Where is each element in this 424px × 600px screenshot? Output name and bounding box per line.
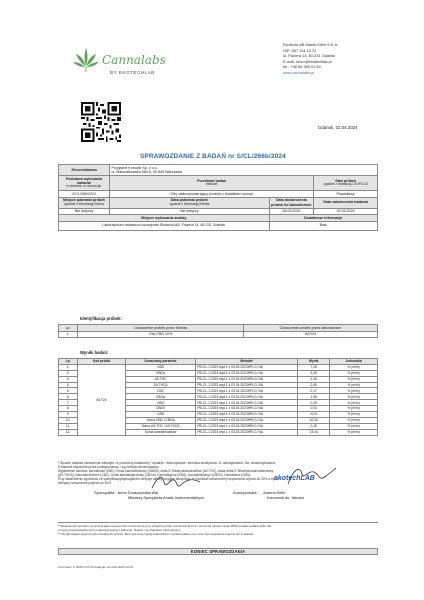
state-header bbox=[314, 176, 378, 191]
footnote-line: pozycji przeprowadzonych w akredytowanym zakresie. Raport ma charakter informacyjny. bbox=[58, 527, 182, 532]
result-lp: 4. bbox=[59, 382, 78, 388]
company-address-block bbox=[283, 42, 393, 76]
extra-info-value: Brak bbox=[269, 221, 377, 230]
ident-lp: 1. bbox=[59, 331, 78, 338]
qr-code-icon bbox=[81, 102, 121, 142]
result-lp: 6. bbox=[59, 394, 78, 400]
sampling-date-value: Nie dotyczy bbox=[110, 208, 269, 215]
results-header-lp: Lp. bbox=[59, 359, 78, 365]
svg-text:BY EKOTECHLAB: BY EKOTECHLAB bbox=[110, 70, 155, 75]
basis-label: Podstawa wykonania badania bbox=[65, 176, 103, 185]
end-date-value: 02.04.2024 bbox=[314, 208, 378, 215]
svg-text:Cannalabs: Cannalabs bbox=[102, 53, 166, 67]
state-value: Prawidłowy bbox=[314, 190, 378, 197]
result-lp: 3. bbox=[59, 376, 78, 382]
sampling-place-header bbox=[59, 197, 110, 208]
result-method: PB-CL-1:2023 wyd.1 z 03.04.2023HPLC/ NA bbox=[196, 370, 298, 376]
authorized-by-block bbox=[233, 490, 304, 501]
ident-header-lab: Oznaczenie próbek przez laboratorium bbox=[244, 325, 378, 332]
result-method: PB-CL-1:2023 wyd.1 z 03.04.2023HPLC/ NA bbox=[196, 382, 298, 388]
result-lp: 5. bbox=[59, 388, 78, 394]
result-parameter: CBG bbox=[125, 400, 195, 406]
basis-sub: nr zlecenia, nr umowy itp. bbox=[65, 184, 103, 189]
footnote-line: * Niepewność pomiaru wyrażona jako niepewność rozszerzona przy współczynniku rozszerzenia k=2 i poziomie ufności około 95% została podana tylko dla bbox=[58, 524, 272, 528]
result-unit: % (m/m) bbox=[330, 417, 378, 423]
result-value: 0,25 bbox=[298, 400, 330, 406]
basis-value: Z/CL/266/2024 bbox=[59, 190, 110, 197]
client-name: Przyjazne Konopie Sp. z o.o. bbox=[111, 165, 158, 170]
result-value: 0,16 bbox=[298, 376, 330, 382]
result-method: PB-CL-1:2023 wyd.1 z 03.04.2023HPLC/ NA bbox=[196, 412, 298, 418]
client-address: ul. Marszałkowska 58/15, 00-545 Warszawa bbox=[111, 170, 182, 174]
result-value: 5,26 bbox=[298, 370, 330, 376]
result-lp: 8. bbox=[59, 406, 78, 412]
sample-ident-table bbox=[58, 324, 378, 338]
results-header-result: Wynik bbox=[298, 359, 330, 365]
result-unit: % (m/m) bbox=[330, 429, 378, 435]
result-value: 1,95 bbox=[298, 394, 330, 400]
result-lp: 2. bbox=[59, 370, 78, 376]
subject-label: Przedmiot badań bbox=[197, 178, 227, 183]
result-unit: % (m/m) bbox=[330, 394, 378, 400]
company-phone: tel.: +48 58 380 01 80 bbox=[283, 64, 321, 70]
result-method: PB-CL-1:2023 wyd.1 z 03.04.2023HPLC/ NA bbox=[196, 423, 298, 429]
results-table bbox=[58, 358, 378, 436]
authorized-by-label: Autoryzowała: bbox=[233, 490, 258, 495]
ident-section-label: Identyfikacja próbek: bbox=[80, 316, 122, 321]
subject-sub: mekone bbox=[205, 182, 218, 187]
ident-header-lp: Lp. bbox=[59, 325, 78, 332]
result-unit: % (m/m) bbox=[330, 400, 378, 406]
form-identifier: Formularz F-02/PO-03 Obowiązuje od dnia 2022.04.01 bbox=[58, 565, 134, 569]
result-method: PB-CL-1:2023 wyd.1 z 03.04.2023HPLC/ NA bbox=[196, 388, 298, 394]
result-lp: 7. bbox=[59, 400, 78, 406]
authorized-by-signature bbox=[282, 464, 340, 490]
subject-value: Olej roślinny/owierający produkt z dodatkiem konopi bbox=[110, 190, 314, 197]
prepared-by-name: Anna Duraczyńska-Wal bbox=[117, 490, 159, 495]
result-parameter: CBN bbox=[125, 412, 195, 418]
result-value: 0,15 bbox=[298, 423, 330, 429]
note-line: (Δ9-THCA), Kannabichromen (CBC), Kwas kannabigerolowy (CBGA), Kannabigerol (CBG), Kannabidiwaryn (CBDV), Kannabinol (CBN). bbox=[58, 473, 251, 477]
note-line: Przy stwierdzeniu zgodności ze specyfikacją/wymaganiem decyzje zależą przyjętej akceptacji, iż przedział rozszerzonej niepewności wynosi do 30% a trybu bbox=[58, 477, 279, 481]
state-sub: zgodnie z instrukcją I-01/PO-03 bbox=[323, 182, 368, 187]
results-header-unit: Jednostka bbox=[330, 359, 378, 365]
end-date-label: Data zakończenia badania bbox=[314, 197, 378, 208]
note-line: Wyjaśnienie skrótów: kannabidiol (CBD), Kwas kannabidiolowy (CBDA), delta-9-Tetrahydrokannabinol (Δ9-THC), kwas delta-9-Tetrahydrokannabinolowy bbox=[58, 469, 274, 473]
result-unit: % (m/m) bbox=[330, 364, 378, 370]
results-body bbox=[59, 364, 378, 435]
result-value: 0,03 bbox=[298, 406, 330, 412]
result-parameter: CBC bbox=[125, 388, 195, 394]
location-label: Miejsce wykonania analizy bbox=[59, 215, 270, 222]
result-method: PB-CL-1:2023 wyd.1 z 03.04.2023HPLC/ NA bbox=[196, 394, 298, 400]
result-parameter: Δ9-THCA bbox=[125, 382, 195, 388]
report-title: SPRAWOZDANIE Z BADAŃ nr S/CL/266b/2024 bbox=[140, 153, 286, 160]
result-method: PB-CL-1:2023 wyd.1 z 03.04.2023HPLC/ NA bbox=[196, 364, 298, 370]
result-method: PB-CL-1:2023 wyd.1 z 03.04.2023HPLC/ NA bbox=[196, 376, 298, 382]
prepared-by-title: Młodszy Specjalista Analiz Instrumentalnych bbox=[128, 495, 205, 501]
result-method: PB-CL-1:2023 wyd.1 z 03.04.2023HPLC/ NA bbox=[196, 406, 298, 412]
sampling-date-header bbox=[110, 197, 269, 208]
footnote-line: ** Wyniki badań dotyczą tylko badanych próbek. Bez pisemnej zgody laboratorium sprawozdanie nie może być powielane inaczej niż w całości. bbox=[58, 531, 255, 536]
result-unit: % (m/m) bbox=[330, 382, 378, 388]
result-unit: % (m/m) bbox=[330, 423, 378, 429]
result-method: PB-CL-1:2023 wyd.1 z 03.04.2023HPLC/ NA bbox=[196, 429, 298, 435]
table-row bbox=[59, 331, 378, 338]
result-parameter: CBGA bbox=[125, 394, 195, 400]
client-value bbox=[110, 165, 378, 176]
prepared-by-block bbox=[94, 490, 204, 501]
result-lp: 12. bbox=[59, 429, 78, 435]
qr-code bbox=[81, 102, 121, 142]
result-value: 7,08 bbox=[298, 364, 330, 370]
result-parameter: CBD bbox=[125, 364, 195, 370]
result-parameter: Δ9-THC bbox=[125, 376, 195, 382]
result-lp: 11. bbox=[59, 423, 78, 429]
company-website-link[interactable]: www.cannalabs.pl bbox=[283, 69, 315, 75]
client-label: Zleceniodawca bbox=[59, 165, 110, 176]
result-sample-code: 847/24 bbox=[78, 364, 126, 435]
extra-info-label: Dodatkowe informacje bbox=[269, 215, 377, 222]
results-section-label: Wyniki badań: bbox=[80, 350, 109, 355]
result-parameter: Suma CBD i CBDA bbox=[125, 417, 195, 423]
authorized-by-name: Joanna Klein bbox=[262, 490, 286, 495]
authorized-by-title: Kierownik ds. Jakości bbox=[267, 495, 305, 501]
result-parameter: CBDV bbox=[125, 406, 195, 412]
result-lp: 1. bbox=[59, 364, 78, 370]
result-parameter: Suma kannabinoidów bbox=[125, 429, 195, 435]
result-lp: 9. bbox=[59, 412, 78, 418]
delivery-date-label: Data dostarczenia próbek do laboratorium bbox=[269, 197, 314, 208]
delivery-date-value: 28.03.2024 bbox=[269, 208, 314, 215]
basis-header bbox=[59, 176, 110, 191]
sampling-place-value: Nie dotyczy bbox=[59, 208, 110, 215]
results-header-param: Oznaczany parametr bbox=[125, 359, 195, 365]
result-method: PB-CL-1:2023 wyd.1 z 03.04.2023HPLC/ NA bbox=[196, 417, 298, 423]
location-value: Laboratorium badawczo-rozwojowe EkotechLAB, Fiszera 14, 80-231 Gdańsk bbox=[59, 221, 270, 230]
result-unit: % (m/m) bbox=[330, 412, 378, 418]
result-unit: % (m/m) bbox=[330, 370, 378, 376]
note-line: bieżącej rozszerzonej wynosi do 90%. bbox=[58, 481, 112, 485]
footnote bbox=[58, 522, 378, 537]
sampling-place-sub: zgodnie z informacją Klienta bbox=[64, 201, 104, 206]
results-header-method: Metoda* bbox=[196, 359, 298, 365]
note-line: * Sposób nadania oznaczenia metodyki: nr procedury badawczej / wydanie / data wydania / technika analityczna / A: akredytowana, NA: nieakredytowana. bbox=[58, 461, 276, 465]
result-value: 10,34 bbox=[298, 417, 330, 423]
sampling-date-label: Data pobrania próbek bbox=[170, 198, 208, 203]
result-lp: 10. bbox=[59, 417, 78, 423]
end-of-report-bar: KONIEC SPRAWOZDANIA bbox=[58, 548, 378, 555]
sampling-place-label: Miejsce pobrania próbek bbox=[62, 198, 106, 203]
sampling-date-sub: zgodnie z informacją Klienta bbox=[169, 201, 210, 206]
signature-scribble-icon bbox=[282, 464, 340, 490]
result-value: 0,06 bbox=[298, 382, 330, 388]
prepared-by-label: Sporządziła: bbox=[94, 490, 116, 495]
result-value: <0,01 bbox=[298, 412, 330, 418]
cannalabs-leaf-icon bbox=[72, 44, 166, 84]
result-unit: % (m/m) bbox=[330, 376, 378, 382]
subject-header bbox=[110, 176, 314, 191]
place-date: Gdańsk, 02.04.2024 bbox=[318, 125, 358, 130]
note-line: P:badanie wykonane przez podwykonawcę / wg metody zleceniodawcy. bbox=[58, 465, 160, 469]
company-line: NIP: 957 114 13 72 bbox=[283, 47, 317, 53]
result-value: 0,17 bbox=[298, 388, 330, 394]
company-line: ul. Fiszera 14, 80-231 Gdańsk bbox=[283, 53, 336, 59]
order-info-table bbox=[58, 164, 378, 231]
stamp-text: ekotechLAB bbox=[274, 475, 315, 482]
result-unit: % (m/m) bbox=[330, 388, 378, 394]
result-parameter: CBDA bbox=[125, 370, 195, 376]
results-header-code: Kod próbki bbox=[78, 359, 126, 365]
cannalabs-logo bbox=[72, 44, 166, 84]
company-line: EkotechLAB Marek Klein S.K.A. bbox=[283, 42, 339, 47]
ident-header-client: Oznaczenie próbek przez Klienta bbox=[78, 325, 244, 332]
company-email: E-mail: biuro@ekotechlab.pl bbox=[283, 58, 332, 64]
result-parameter: Suma Δ9-THC i Δ9-THCA bbox=[125, 423, 195, 429]
ident-lab-code: 847/24 bbox=[244, 331, 378, 338]
result-unit: % (m/m) bbox=[330, 406, 378, 412]
state-label: Stan próbek bbox=[335, 178, 356, 183]
ident-client-code: Olej CBD 10% bbox=[78, 331, 244, 338]
result-value: 13,34 bbox=[298, 429, 330, 435]
result-method: PB-CL-1:2023 wyd.1 z 03.04.2023HPLC/ NA bbox=[196, 400, 298, 406]
